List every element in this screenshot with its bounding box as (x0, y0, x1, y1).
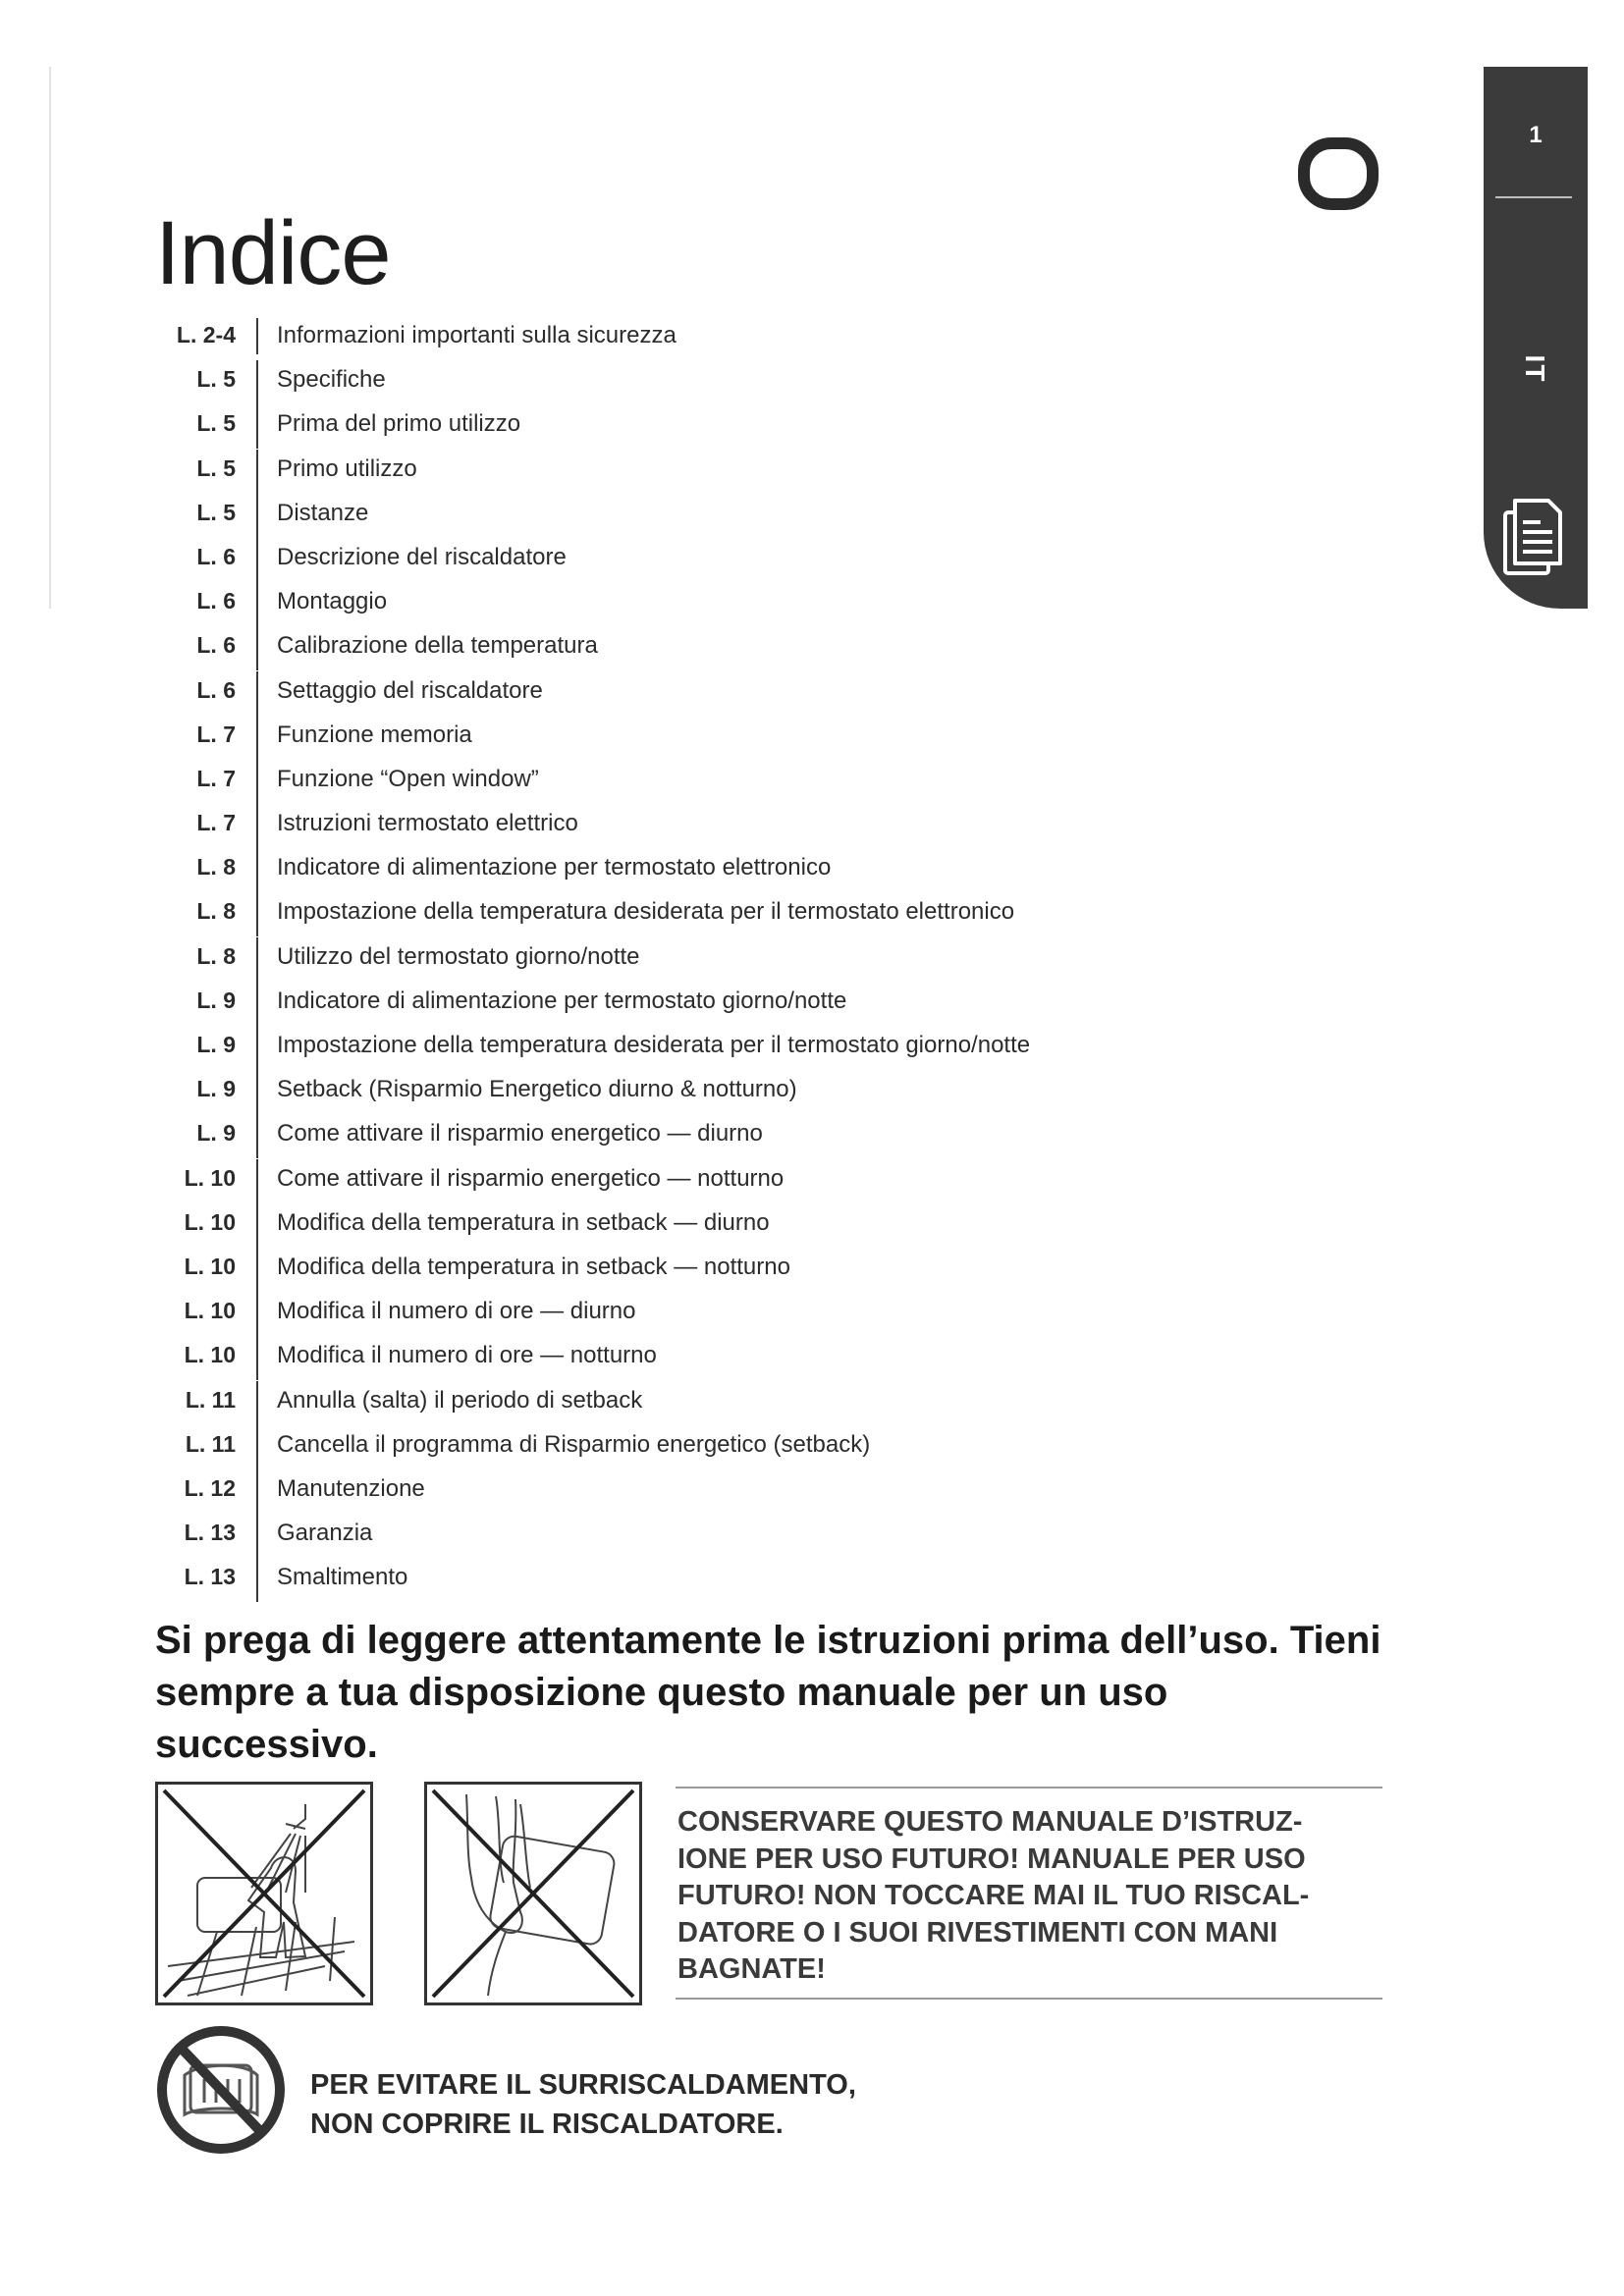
toc-entry-title: Funzione memoria (277, 721, 472, 748)
toc-entry-title: Settaggio del riscaldatore (277, 676, 543, 704)
toc-separator (256, 1514, 258, 1558)
toc-entry-title: Informazioni importanti sulla sicurezza (277, 322, 677, 348)
no-cover-line-1: PER EVITARE IL SURRISCALDAMENTO, (310, 2069, 856, 2101)
toc-entry (147, 804, 1227, 848)
no-shower-near-heater-icon (155, 1782, 373, 2005)
no-wet-hands-touching-heater-icon (424, 1782, 642, 2005)
toc-page-ref: L. 10 (184, 1253, 236, 1279)
toc-entry-title: Modifica il numero di ore — diurno (277, 1298, 636, 1325)
document-icon (1503, 499, 1564, 577)
toc-entry-title: Annulla (salta) il periodo di setback (277, 1386, 643, 1414)
toc-page-ref: L. 9 (196, 1032, 236, 1057)
toc-entry (147, 1336, 1227, 1380)
toc-separator (256, 848, 258, 892)
toc-separator (256, 1558, 258, 1602)
toc-entry (147, 1558, 1227, 1602)
toc-separator (256, 982, 258, 1026)
no-cover-line-2: NON COPRIRE IL RISCALDATORE. (310, 2109, 784, 2140)
toc-separator (256, 318, 258, 354)
toc-entry (147, 1292, 1227, 1336)
toc-separator (256, 1292, 258, 1336)
toc-entry-title: Istruzioni termostato elettrico (277, 810, 578, 837)
toc-entry (147, 1114, 1227, 1158)
toc-page-ref: L. 10 (184, 1298, 236, 1324)
toc-entry (147, 1070, 1227, 1114)
toc-separator (256, 804, 258, 848)
toc-entry (147, 450, 1227, 494)
toc-separator (256, 1469, 258, 1514)
toc-entry (147, 1248, 1227, 1292)
toc-page-ref: L. 9 (196, 1120, 236, 1147)
toc-entry (147, 716, 1227, 760)
toc-entry (147, 404, 1227, 449)
toc-page-ref: L. 11 (185, 1430, 236, 1457)
toc-entry-title: Prima del primo utilizzo (277, 410, 521, 438)
toc-page-ref: L. 12 (184, 1474, 236, 1501)
warning-top-rule (676, 1787, 1382, 1789)
toc-separator (256, 1026, 258, 1070)
toc-entry (147, 1159, 1227, 1203)
toc-entry-title: Descrizione del riscaldatore (277, 543, 567, 570)
toc-page-ref: L. 2-4 (176, 322, 236, 347)
toc-page-ref: L. 13 (184, 1520, 236, 1546)
toc-page-ref: L. 6 (196, 588, 236, 614)
toc-page-ref: L. 11 (185, 1386, 236, 1413)
toc-separator (256, 1114, 258, 1158)
toc-entry-title: Garanzia (277, 1520, 373, 1547)
toc-entry-title: Utilizzo del termostato giorno/notte (277, 942, 640, 970)
toc-separator (256, 1425, 258, 1469)
toc-entry-title: Distanze (277, 499, 369, 526)
toc-page-ref: L. 5 (196, 454, 236, 481)
toc-entry (147, 494, 1227, 538)
toc-separator (256, 760, 258, 804)
toc-separator (256, 1248, 258, 1292)
side-tab-divider (1495, 196, 1572, 198)
toc-page-ref: L. 10 (184, 1164, 236, 1191)
toc-separator (256, 937, 258, 982)
toc-entry-title: Indicatore di alimentazione per termostato giorno/notte (277, 987, 847, 1014)
toc-entry (147, 892, 1227, 936)
toc-separator (256, 716, 258, 760)
toc-separator (256, 1203, 258, 1248)
toc-page-ref: L. 8 (196, 898, 236, 925)
toc-page-ref: L. 7 (196, 810, 236, 836)
toc-entry-title: Impostazione della temperatura desiderata per il termostato giorno/notte (277, 1032, 1031, 1058)
toc-separator (256, 671, 258, 716)
toc-entry-title: Primo utilizzo (277, 454, 417, 482)
toc-entry (147, 982, 1227, 1026)
side-tab (1484, 67, 1588, 609)
toc-page-ref: L. 10 (184, 1208, 236, 1235)
toc-separator (256, 892, 258, 936)
toc-separator (256, 1381, 258, 1425)
language-label: IT (1520, 354, 1550, 384)
toc-page-ref: L. 7 (196, 765, 236, 791)
toc-entry (147, 848, 1227, 892)
table-of-contents (147, 316, 1227, 1602)
no-cover-warning (310, 2065, 856, 2144)
toc-entry (147, 582, 1227, 626)
toc-entry (147, 937, 1227, 982)
toc-entry-title: Specifiche (277, 366, 386, 394)
toc-entry (147, 1381, 1227, 1425)
toc-entry-title: Montaggio (277, 588, 388, 615)
toc-entry (147, 1514, 1227, 1558)
toc-entry-title: Funzione “Open window” (277, 765, 539, 792)
toc-entry (147, 760, 1227, 804)
toc-separator (256, 450, 258, 494)
toc-entry (147, 538, 1227, 582)
toc-entry (147, 1026, 1227, 1070)
toc-entry (147, 1203, 1227, 1248)
toc-page-ref: L. 7 (196, 721, 236, 747)
left-margin-rule (49, 67, 51, 609)
rounded-rectangle-logo-icon (1296, 135, 1380, 212)
toc-separator (256, 538, 258, 582)
toc-entry-title: Manutenzione (277, 1474, 425, 1502)
toc-page-ref: L. 9 (196, 987, 236, 1013)
toc-separator (256, 1159, 258, 1203)
toc-entry (147, 626, 1227, 670)
toc-separator (256, 626, 258, 670)
toc-entry-title: Modifica il numero di ore — notturno (277, 1342, 657, 1369)
toc-separator (256, 404, 258, 449)
toc-page-ref: L. 13 (184, 1564, 236, 1590)
toc-page-ref: L. 5 (196, 410, 236, 437)
toc-entry-title: Indicatore di alimentazione per termostato elettronico (277, 854, 832, 881)
toc-separator (256, 1336, 258, 1380)
toc-page-ref: L. 9 (196, 1076, 236, 1102)
toc-page-ref: L. 6 (196, 676, 236, 703)
toc-entry (147, 1425, 1227, 1469)
toc-separator (256, 494, 258, 538)
toc-separator (256, 360, 258, 404)
toc-entry (147, 360, 1227, 404)
toc-entry (147, 316, 1227, 360)
toc-page-ref: L. 5 (196, 366, 236, 393)
toc-entry-title: Setback (Risparmio Energetico diurno & notturno) (277, 1076, 797, 1103)
toc-entry-title: Modifica della temperatura in setback — notturno (277, 1253, 790, 1280)
toc-entry-title: Smaltimento (277, 1564, 408, 1591)
safety-warning: CONSERVARE QUESTO MANUALE D’ISTRUZ-IONE PER USO FUTURO! MANUALE PER USO FUTURO! NON TOCCARE MAI IL TUO RISCAL-DATORE O I SUOI RIVESTIMENTI CON MANI BAGNATE! (677, 1806, 1310, 1985)
toc-entry (147, 671, 1227, 716)
toc-entry-title: Impostazione della temperatura desiderata per il termostato elettronico (277, 898, 1015, 926)
toc-separator (256, 582, 258, 626)
toc-page-ref: L. 8 (196, 942, 236, 969)
toc-entry-title: Modifica della temperatura in setback — diurno (277, 1208, 770, 1236)
page-title: Indice (155, 203, 391, 303)
toc-entry-title: Come attivare il risparmio energetico — notturno (277, 1164, 785, 1192)
read-instructions-notice: Si prega di leggere attentamente le istruzioni prima dell’uso. Tieni sempre a tua disposizione questo manuale per un uso successivo. (155, 1619, 1381, 1766)
toc-page-ref: L. 6 (196, 632, 236, 659)
toc-page-ref: L. 8 (196, 854, 236, 881)
toc-entry (147, 1469, 1227, 1514)
toc-entry-title: Come attivare il risparmio energetico — diurno (277, 1120, 763, 1148)
page-number: 1 (1529, 122, 1543, 148)
toc-entry-title: Calibrazione della temperatura (277, 632, 598, 660)
toc-page-ref: L. 5 (196, 499, 236, 525)
toc-page-ref: L. 6 (196, 543, 236, 569)
do-not-cover-heater-icon (155, 2024, 287, 2156)
toc-entry-title: Cancella il programma di Risparmio energetico (setback) (277, 1430, 871, 1458)
toc-page-ref: L. 10 (184, 1342, 236, 1368)
warning-bottom-rule (676, 1998, 1382, 2000)
toc-separator (256, 1070, 258, 1114)
